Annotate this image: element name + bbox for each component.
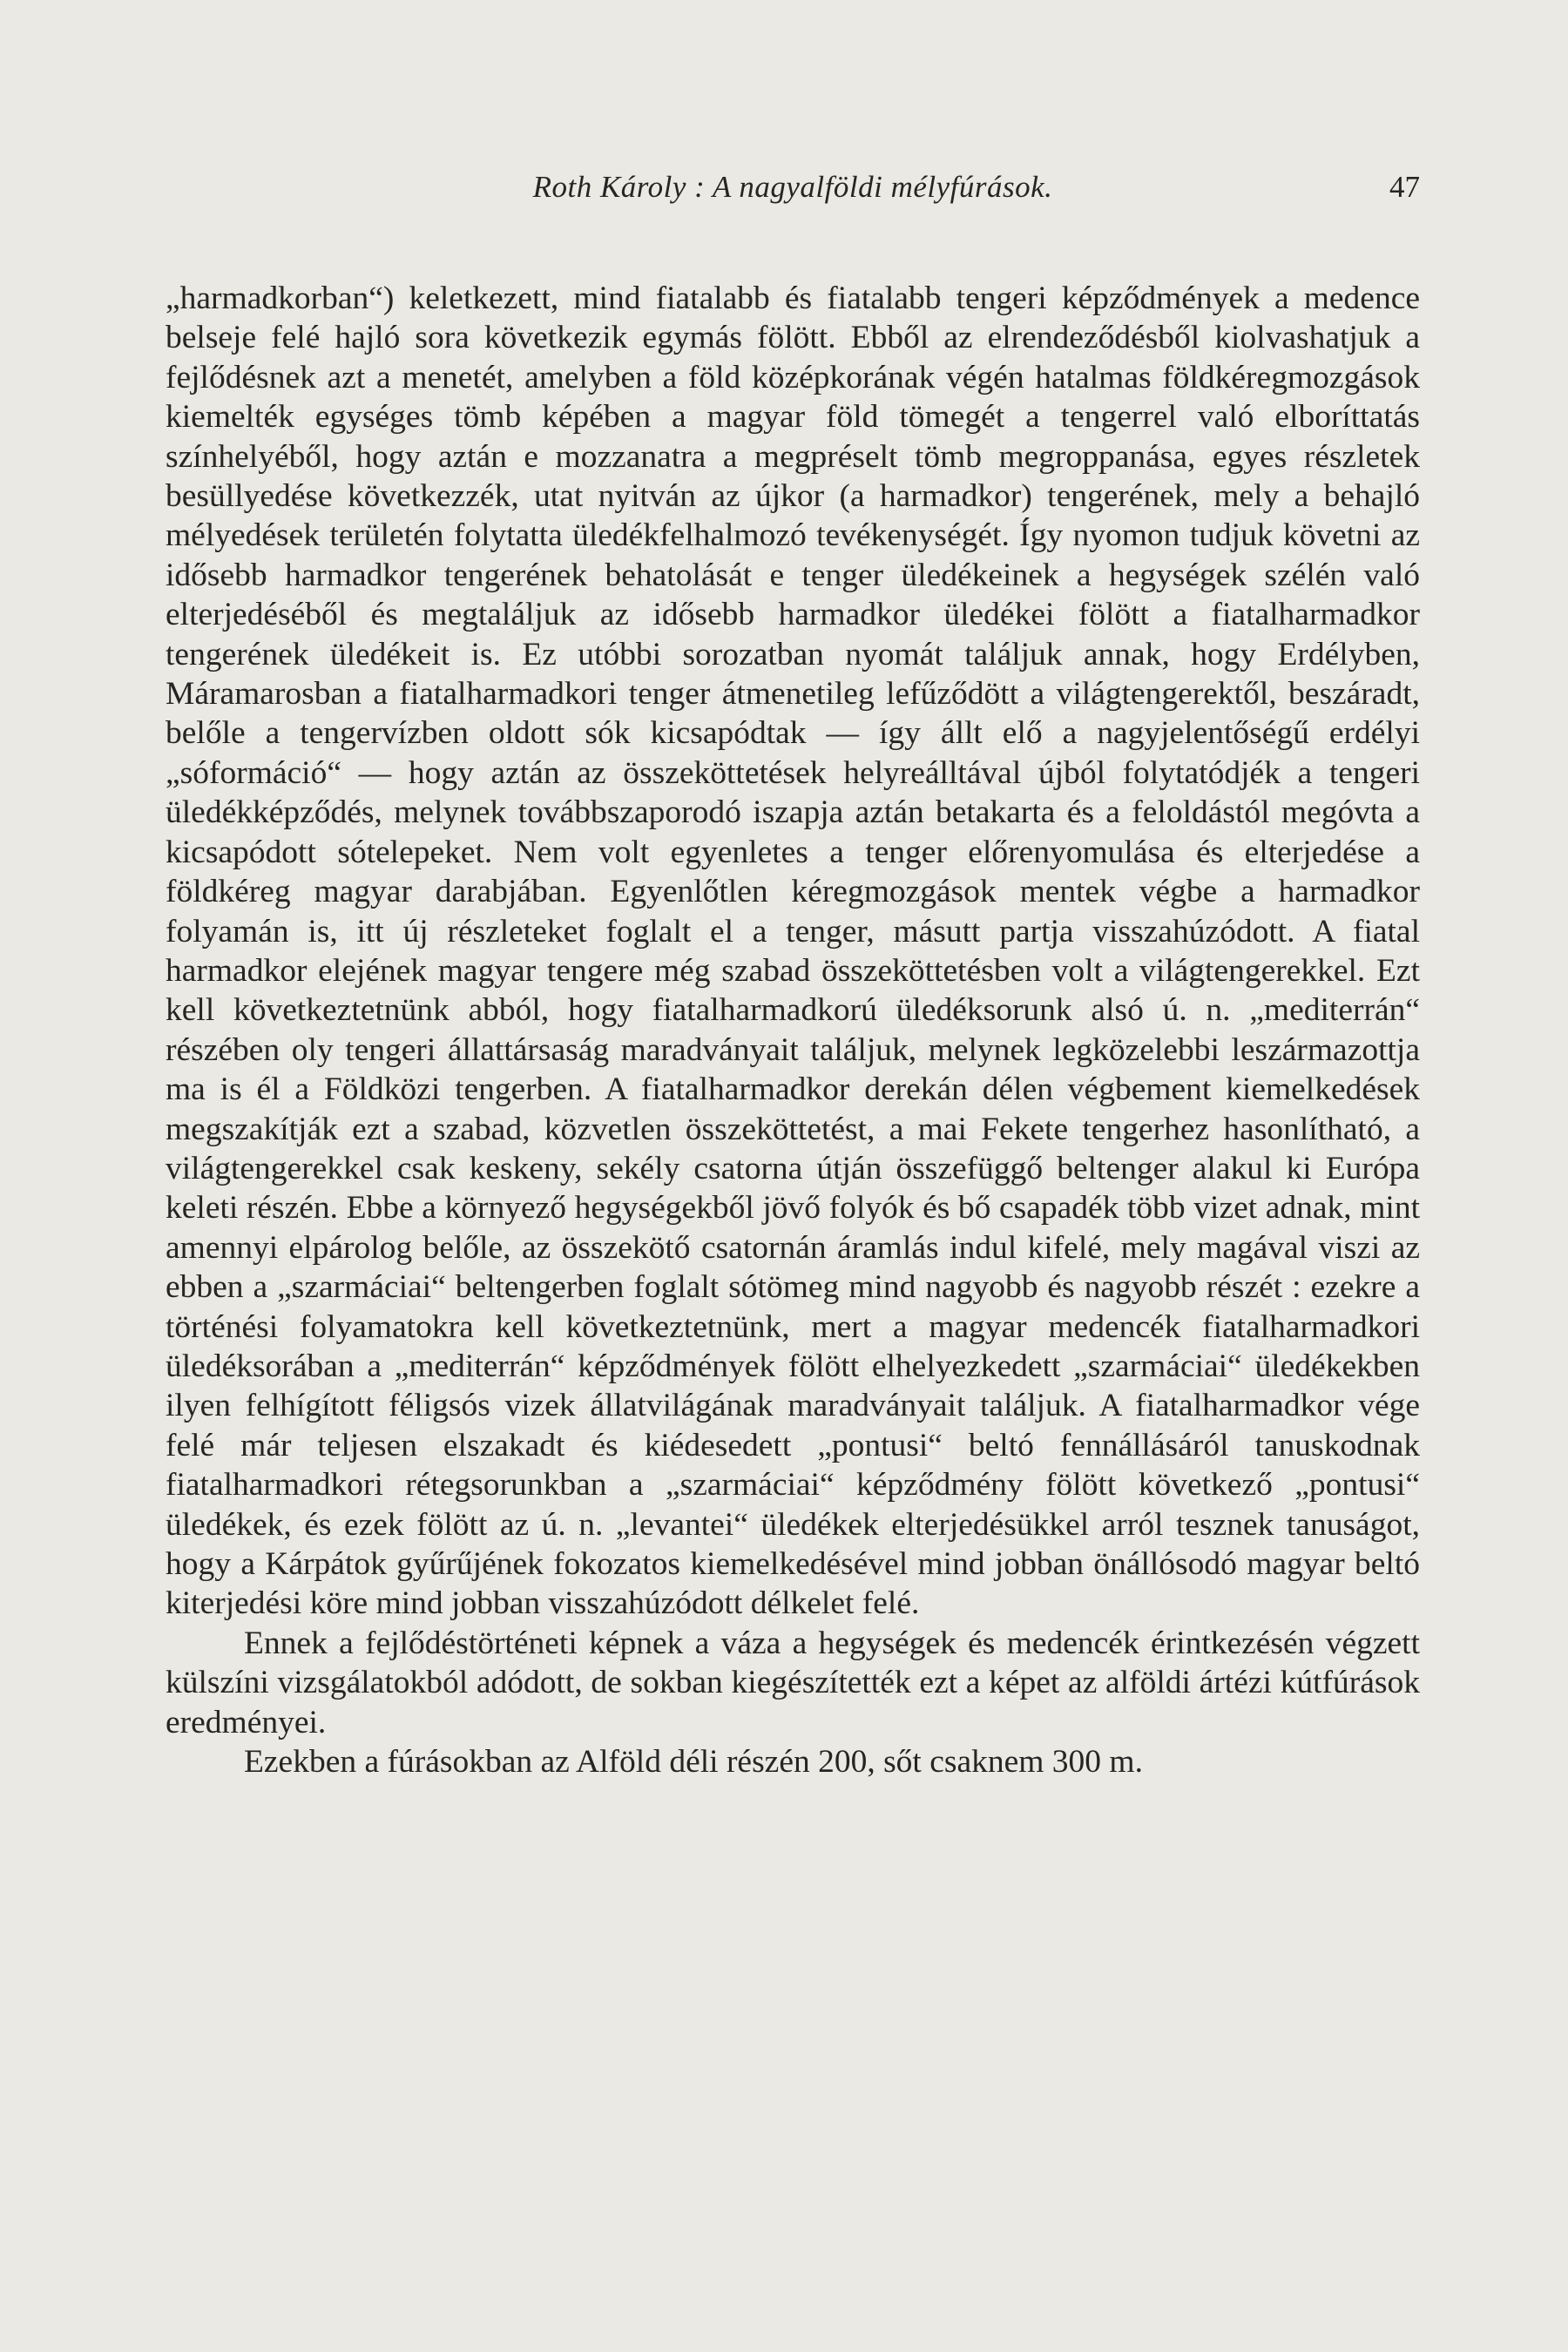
running-head bbox=[166, 170, 1420, 213]
paragraph-continuation: „harmadkorban“) keletkezett, mind fiatalabb és fiatalabb tengeri képződmények a medence belseje felé hajló sora következik egymás fölött. Ebből az elrendeződésből kiolvashatjuk a fejlődésnek azt a menetét, amelyben a föld középkorának végén hatalmas földkéregmozgások kiemelték egységes tömb képében a magyar föld tömegét a tengerrel való elboríttatás színhelyéből, hogy aztán e mozzanatra a megpréselt tömb megroppanása, egyes részletek besüllyedése következzék, utat nyitván az újkor (a harmadkor) tengerének, mely a behajló mélyedések területén folytatta üledékfelhalmozó tevékenységét. Így nyomon tudjuk követni az idősebb harmadkor tengerének behatolását e tenger üledékeinek a hegységek szélén való elterjedéséből és megtaláljuk az idősebb harmadkor üledékei fölött a fiatalharmadkor tengerének üledékeit is. Ez utóbbi sorozatban nyomát találjuk annak, hogy Erdélyben, Máramarosban a fiatalharmadkori tenger átmenetileg lefűződött a világtengerektől, beszáradt, belőle a tengervízben oldott sók kicsapódtak — így állt elő a nagyjelentőségű erdélyi „sóformáció“ — hogy aztán az összeköttetések helyreálltával újból folytatódjék a tengeri üledékképződés, melynek továbbszaporodó iszapja aztán betakarta és a feloldástól megóvta a kicsapódott sótelepeket. Nem volt egyenletes a tenger előrenyomulása és elterjedése a földkéreg magyar darabjában. Egyenlőtlen kéregmozgások mentek végbe a harmadkor folyamán is, itt új részleteket foglalt el a tenger, másutt partja visszahúzódott. A fiatal harmadkor elejének magyar tengere még szabad összeköttetésben volt a világtengerekkel. Ezt kell következtetnünk abból, hogy fiatalharmadkorú üledéksorunk alsó ú. n. „mediterrán“ részében oly tengeri állattársaság maradványait találjuk, melynek legközelebbi leszármazottja ma is él a Földközi tengerben. A fiatalharmadkor derekán délen végbement kiemelkedések megszakítják ezt a szabad, közvetlen összeköttetést, a mai Fekete tengerhez hasonlítható, a világtengerekkel csak keskeny, sekély csatorna útján összefüggő beltenger alakul ki Európa keleti részén. Ebbe a környező hegységekből jövő folyók és bő csapadék több vizet adnak, mint amennyi elpárolog belőle, az összekötő csatornán áramlás indul kifelé, mely magával viszi az ebben a „szarmáciai“ beltengerben foglalt sótömeg mind nagyobb és nagyobb részét : ezekre a történési folyamatokra kell következtetnünk, mert a magyar medencék fiatalharmadkori üledéksorában a „mediterrán“ képződmények fölött elhelyezkedett „szarmáciai“ üledékekben ilyen felhígított féligsós vizek állatvilágának maradványait találjuk. A fiatalharmadkor vége felé már teljesen elszakadt és kiédesedett „pontusi“ beltó fennállásáról tanuskodnak fiatalharmadkori rétegsorunkban a „szarmáciai“ képződmény fölött következő „pontusi“ üledékek, és ezek fölött az ú. n. „levantei“ üledékek elterjedésükkel arról tesznek tanuságot, hogy a Kárpátok gyűrűjének fokozatos kiemelkedésével mind jobban önállósodó magyar beltó kiterjedési köre mind jobban visszahúzódott délkelet felé. bbox=[166, 280, 1420, 1622]
running-title: Roth Károly : A nagyalföldi mélyfúrások. bbox=[532, 170, 1053, 204]
paragraph-final: Ezekben a fúrásokban az Alföld déli részén 200, sőt csaknem 300 m. bbox=[244, 1744, 1143, 1781]
paragraph: Ennek a fejlődéstörténeti képnek a váza a hegységek és medencék érintkezésén végzett külszíni vizsgálatokból adódott, de sokban kiegészítették ezt a képet az alföldi ártézi kútfúrások eredményei. bbox=[166, 1625, 1420, 1740]
page-number: 47 bbox=[1389, 170, 1420, 204]
body-text bbox=[166, 279, 1420, 1781]
